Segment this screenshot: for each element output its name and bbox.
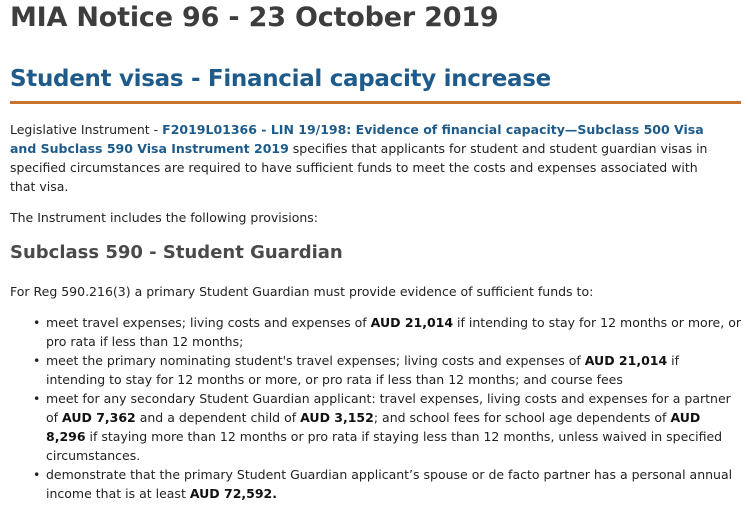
section-heading: Student visas - Financial capacity increase	[10, 66, 551, 92]
subclass-heading: Subclass 590 - Student Guardian	[10, 242, 343, 263]
list-item	[30, 313, 742, 351]
item-text: if intending to stay for 12 months or more, or pro rata if less than 12 months; and course fees	[46, 353, 680, 387]
requirements-list	[30, 313, 742, 503]
provisions-paragraph: The Instrument includes the following provisions:	[10, 210, 318, 225]
item-text: if intending to stay for 12 months or more, or pro rata if less than 12 months;	[46, 315, 741, 349]
bullet-icon: •	[33, 391, 41, 406]
list-item	[30, 465, 742, 503]
item-text: if staying more than 12 months or pro rata if staying less than 12 months, unless waived in specified circumstances.	[46, 429, 723, 463]
bullet-icon: •	[33, 315, 41, 330]
bullet-icon: •	[33, 467, 41, 482]
amount: AUD 21,014	[584, 353, 668, 368]
item-text: demonstrate that the primary Student Guardian applicant’s spouse or de facto partner has a personal annual income that is at least	[46, 467, 733, 501]
item-text: meet travel expenses; living costs and expenses of	[46, 315, 371, 330]
amount: AUD 7,362	[62, 410, 136, 425]
intro-prefix: Legislative Instrument -	[10, 122, 163, 137]
list-item	[30, 389, 742, 465]
amount: AUD 3,152	[300, 410, 374, 425]
heading-divider	[10, 101, 741, 104]
amount: AUD 8,296	[46, 410, 701, 444]
list-item	[30, 351, 742, 389]
item-text: ; and school fees for school age dependents of	[373, 410, 671, 425]
legislative-instrument-link[interactable]: F2019L01366 - LIN 19/198: Evidence of financial capacity—Subclass 500 Visa and Subclass 590 Visa Instrument 2019	[10, 122, 704, 156]
intro-suffix: specifies that applicants for student and student guardian visas in specified circumstances are required to have sufficient funds to meet the costs and expenses associated with that visa.	[10, 141, 708, 194]
item-text: meet the primary nominating student's travel expenses; living costs and expenses of	[46, 353, 585, 368]
intro-paragraph	[10, 120, 726, 196]
page-title: MIA Notice 96 - 23 October 2019	[10, 2, 499, 33]
reg-paragraph: For Reg 590.216(3) a primary Student Guardian must provide evidence of sufficient funds to:	[10, 284, 594, 299]
item-text: meet for any secondary Student Guardian applicant: travel expenses, living costs and expenses for a partner of	[46, 391, 731, 425]
amount: AUD 21,014	[370, 315, 454, 330]
item-text: and a dependent child of	[135, 410, 301, 425]
bullet-icon: •	[33, 353, 41, 368]
amount: AUD 72,592.	[189, 486, 277, 501]
